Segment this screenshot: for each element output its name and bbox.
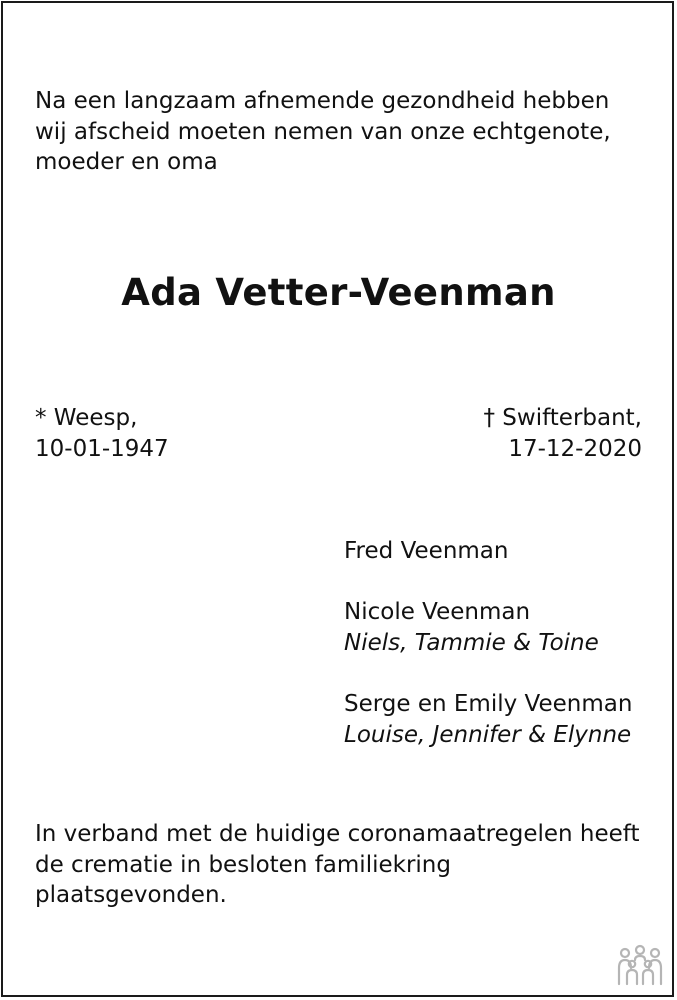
survivor-name: Nicole Veenman — [344, 599, 531, 625]
birth-place: * Weesp, — [35, 405, 138, 431]
survivors-list — [344, 536, 664, 781]
survivor-name: Serge en Emily Veenman — [344, 691, 633, 717]
closing-line: plaatsgevonden. — [35, 882, 227, 908]
death-place: † Swifterbant, — [483, 405, 642, 431]
closing-text — [35, 819, 655, 911]
birth-info — [35, 403, 169, 465]
intro-line: Na een langzaam afnemende gezondheid hebben — [35, 88, 610, 114]
intro-line: wij afscheid moeten nemen van onze echtgenote, — [35, 118, 611, 145]
survivor-children: Louise, Jennifer & Elynne — [344, 722, 632, 748]
survivor-name: Fred Veenman — [344, 538, 509, 564]
survivor-entry — [344, 597, 664, 659]
birth-date: 10-01-1947 — [35, 436, 169, 462]
survivor-entry — [344, 536, 664, 567]
death-info — [483, 403, 642, 465]
death-date: 17-12-2020 — [508, 436, 642, 462]
survivor-entry — [344, 689, 664, 751]
closing-line: de crematie in besloten familiekring — [35, 851, 451, 878]
deceased-name: Ada Vetter-Veenman — [121, 271, 556, 314]
survivor-children: Niels, Tammie & Toine — [344, 630, 599, 656]
intro-line: moeder en oma — [35, 149, 218, 175]
intro-text — [35, 86, 655, 178]
closing-line: In verband met de huidige coronamaatregelen heeft — [35, 821, 640, 847]
family-people-icon — [616, 944, 664, 988]
